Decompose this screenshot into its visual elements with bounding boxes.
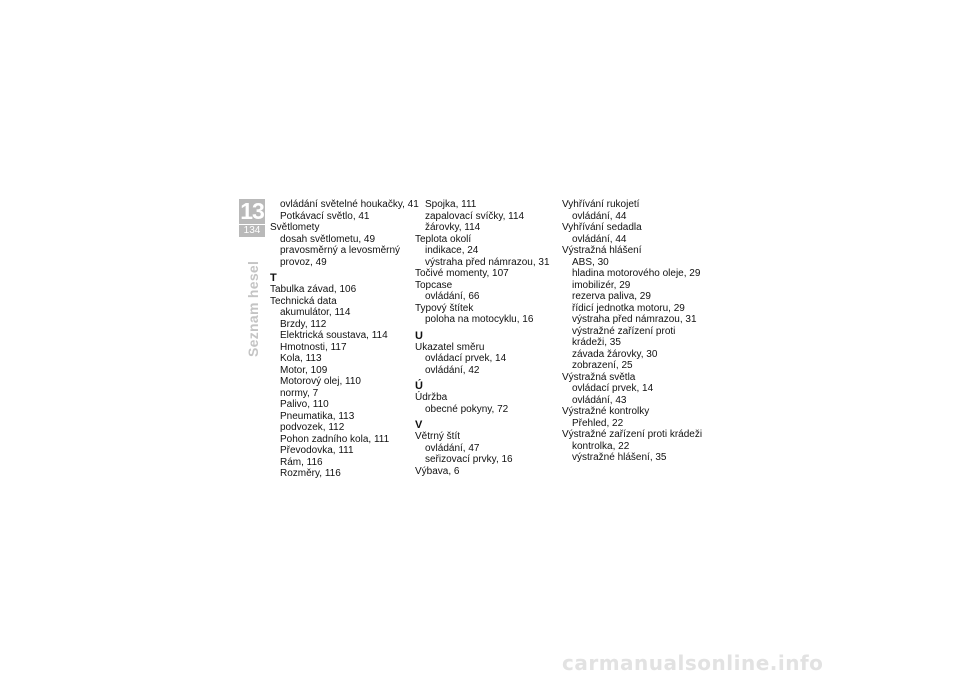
index-subentry: poloha na motocyklu, 16 <box>425 314 534 325</box>
index-letter-heading: U <box>415 329 423 342</box>
index-subentry: Kola, 113 <box>280 353 322 364</box>
index-subentry: zapalovací svíčky, 114 <box>425 210 525 222</box>
index-subentry: výstraha před námrazou, 31 <box>572 314 697 325</box>
index-subentry: Pohon zadního kola, 111 <box>280 433 390 445</box>
watermark: carmanualsonline.info <box>562 651 824 675</box>
index-subentry: výstražné hlášení, 35 <box>572 452 667 463</box>
index-entry: Výstražné zařízení proti krádeži <box>562 429 703 440</box>
index-subentry: obecné pokyny, 72 <box>425 403 509 415</box>
index-subentry: ovládání, 44 <box>572 210 627 222</box>
index-entry: Výstražná hlášení <box>562 245 642 256</box>
index-subentry: normy, 7 <box>280 387 319 399</box>
index-entry: Údržba <box>415 392 448 403</box>
index-subentry: seřizovací prvky, 16 <box>425 454 513 465</box>
index-entry: Topcase <box>415 279 453 291</box>
index-entry: Vyhřívání rukojetí <box>562 199 640 210</box>
index-entry: Výbava, 6 <box>415 465 460 477</box>
index-entry: Točivé momenty, 107 <box>415 268 509 279</box>
index-subentry: Rozměry, 116 <box>280 468 341 479</box>
index-entry: Světlomety <box>270 222 320 233</box>
index-subentry: Pneumatika, 113 <box>280 410 355 422</box>
page-number: 134 <box>243 225 261 236</box>
index-subentry: rezerva paliva, 29 <box>572 291 651 302</box>
index-entry: Vyhřívání sedadla <box>562 222 642 233</box>
index-subentry: imobilizér, 29 <box>572 279 631 291</box>
chapter-tab <box>239 199 265 237</box>
index-subentry: hladina motorového oleje, 29 <box>572 268 701 279</box>
index-subentry: pravosměrný a levosměrný <box>280 245 401 256</box>
index-subentry: podvozek, 112 <box>280 422 345 433</box>
index-entry: Výstražná světla <box>562 371 636 383</box>
index-subentry: indikace, 24 <box>425 245 479 256</box>
index-subentry: výstražné zařízení proti <box>572 325 676 337</box>
index-subentry: Rám, 116 <box>280 456 323 468</box>
index-subentry: ovládací prvek, 14 <box>425 353 507 364</box>
index-entry: Větrný štít <box>415 431 461 442</box>
index-subentry: ovládání světelné houkačky, 41 <box>280 199 419 210</box>
index-subentry: Spojka, 111 <box>425 199 477 210</box>
chapter-number: 13 <box>240 198 264 224</box>
index-subentry: řídicí jednotka motoru, 29 <box>572 302 685 314</box>
index-subentry: závada žárovky, 30 <box>572 348 658 360</box>
index-entry: Výstražné kontrolky <box>562 406 650 417</box>
index-entry: Typový štítek <box>415 302 474 314</box>
index-subentry: ABS, 30 <box>572 256 609 268</box>
index-subentry: dosah světlometu, 49 <box>280 233 376 245</box>
index-subentry: Převodovka, 111 <box>280 445 354 456</box>
index-column-3 <box>562 199 712 464</box>
index-subentry: ovládání, 44 <box>572 233 627 245</box>
index-subentry: zobrazení, 25 <box>572 360 633 371</box>
index-column-2 <box>415 199 560 477</box>
index-subentry: provoz, 49 <box>280 256 327 268</box>
index-subentry: Hmotnosti, 117 <box>280 341 347 353</box>
index-subentry: Motorový olej, 110 <box>280 376 361 387</box>
index-entry: Tabulka závad, 106 <box>270 284 357 295</box>
index-subentry: ovládání, 47 <box>425 442 480 454</box>
index-subentry: ovládání, 66 <box>425 291 480 302</box>
index-subentry: ovládání, 42 <box>425 364 480 376</box>
index-subentry: ovládací prvek, 14 <box>572 383 654 394</box>
index-subentry: Motor, 109 <box>280 364 328 376</box>
index-entry: Technická data <box>270 295 337 307</box>
section-side-title: Seznam hesel <box>245 260 261 357</box>
index-subentry: ovládání, 43 <box>572 394 627 406</box>
index-subentry: žárovky, 114 <box>425 222 481 233</box>
index-subentry: Brzdy, 112 <box>280 318 327 330</box>
index-column-1 <box>270 199 419 480</box>
index-entry: Ukazatel směru <box>415 341 485 353</box>
index-subentry: akumulátor, 114 <box>280 307 351 318</box>
index-subentry: krádeži, 35 <box>572 337 621 348</box>
index-subentry: Potkávací světlo, 41 <box>280 210 370 222</box>
index-letter-heading: Ú <box>415 380 423 392</box>
index-subentry: Palivo, 110 <box>280 399 329 410</box>
index-subentry: Elektrická soustava, 114 <box>280 330 388 341</box>
index-subentry: Přehled, 22 <box>572 417 624 429</box>
index-subentry: výstraha před námrazou, 31 <box>425 256 550 268</box>
index-subentry: kontrolka, 22 <box>572 440 630 452</box>
index-letter-heading: V <box>415 419 423 431</box>
index-letter-heading: T <box>270 272 277 284</box>
index-entry: Teplota okolí <box>415 233 472 245</box>
